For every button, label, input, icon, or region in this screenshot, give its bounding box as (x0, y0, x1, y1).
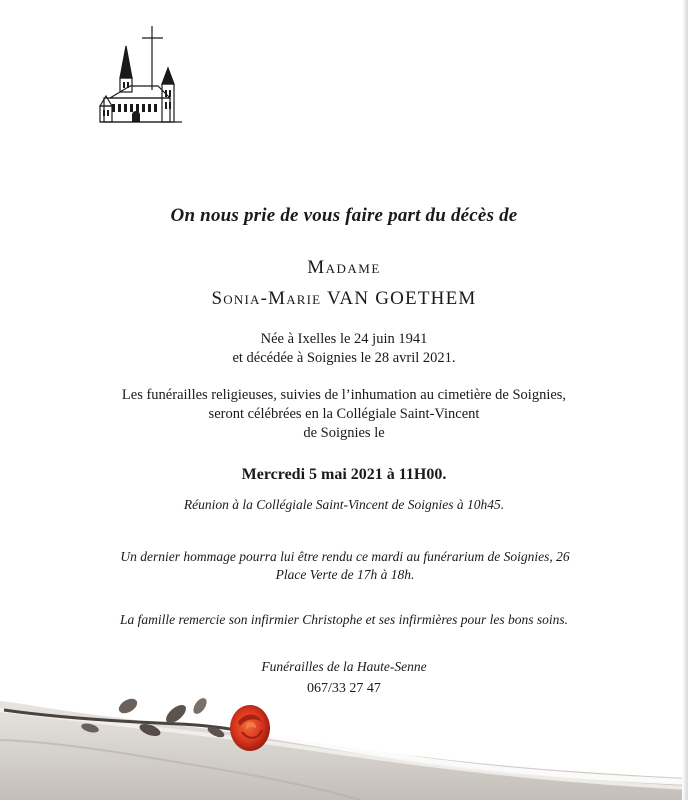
funeral-line: Les funérailles religieuses, suivies de l’inhumation au cimetière de Soignies, (121, 387, 567, 403)
first-name: Sonia-Marie (211, 288, 322, 309)
death-line: et décédée à Soignies le 28 avril 2021. (232, 350, 456, 366)
funeral-line: de Soignies le (303, 425, 385, 441)
church-icon (96, 24, 186, 128)
honorific: Madame (307, 257, 381, 278)
meeting-info: Réunion à la Collégiale Saint-Vincent de Soignies à 10h45. (183, 497, 505, 512)
birth-line: Née à Ixelles le 24 juin 1941 (260, 331, 428, 347)
funeral-home-name: Funérailles de la Haute-Senne (261, 659, 427, 674)
tribute-info: Un dernier hommage pourra lui être rendu ce mardi au funérarium de Soignies, 26 Place Verte de 17h à 18h. (120, 549, 570, 582)
funeral-home-phone: 067/33 27 47 (307, 681, 381, 696)
intro-text: On nous prie de vous faire part du décès de (170, 205, 518, 226)
last-name: VAN GOETHEM (326, 288, 477, 309)
birth-death-block (0, 330, 688, 368)
funeral-line: seront célébrées en la Collégiale Saint-Vincent (208, 406, 480, 422)
deceased-name (0, 288, 688, 310)
thanks-note: La famille remercie son infirmier Christophe et ses infirmières pour les bons soins. (119, 612, 569, 627)
rose-icon (0, 670, 688, 800)
scan-edge (682, 0, 688, 800)
funeral-block (0, 386, 688, 443)
ceremony-date: Mercredi 5 mai 2021 à 11H00. (241, 466, 447, 483)
